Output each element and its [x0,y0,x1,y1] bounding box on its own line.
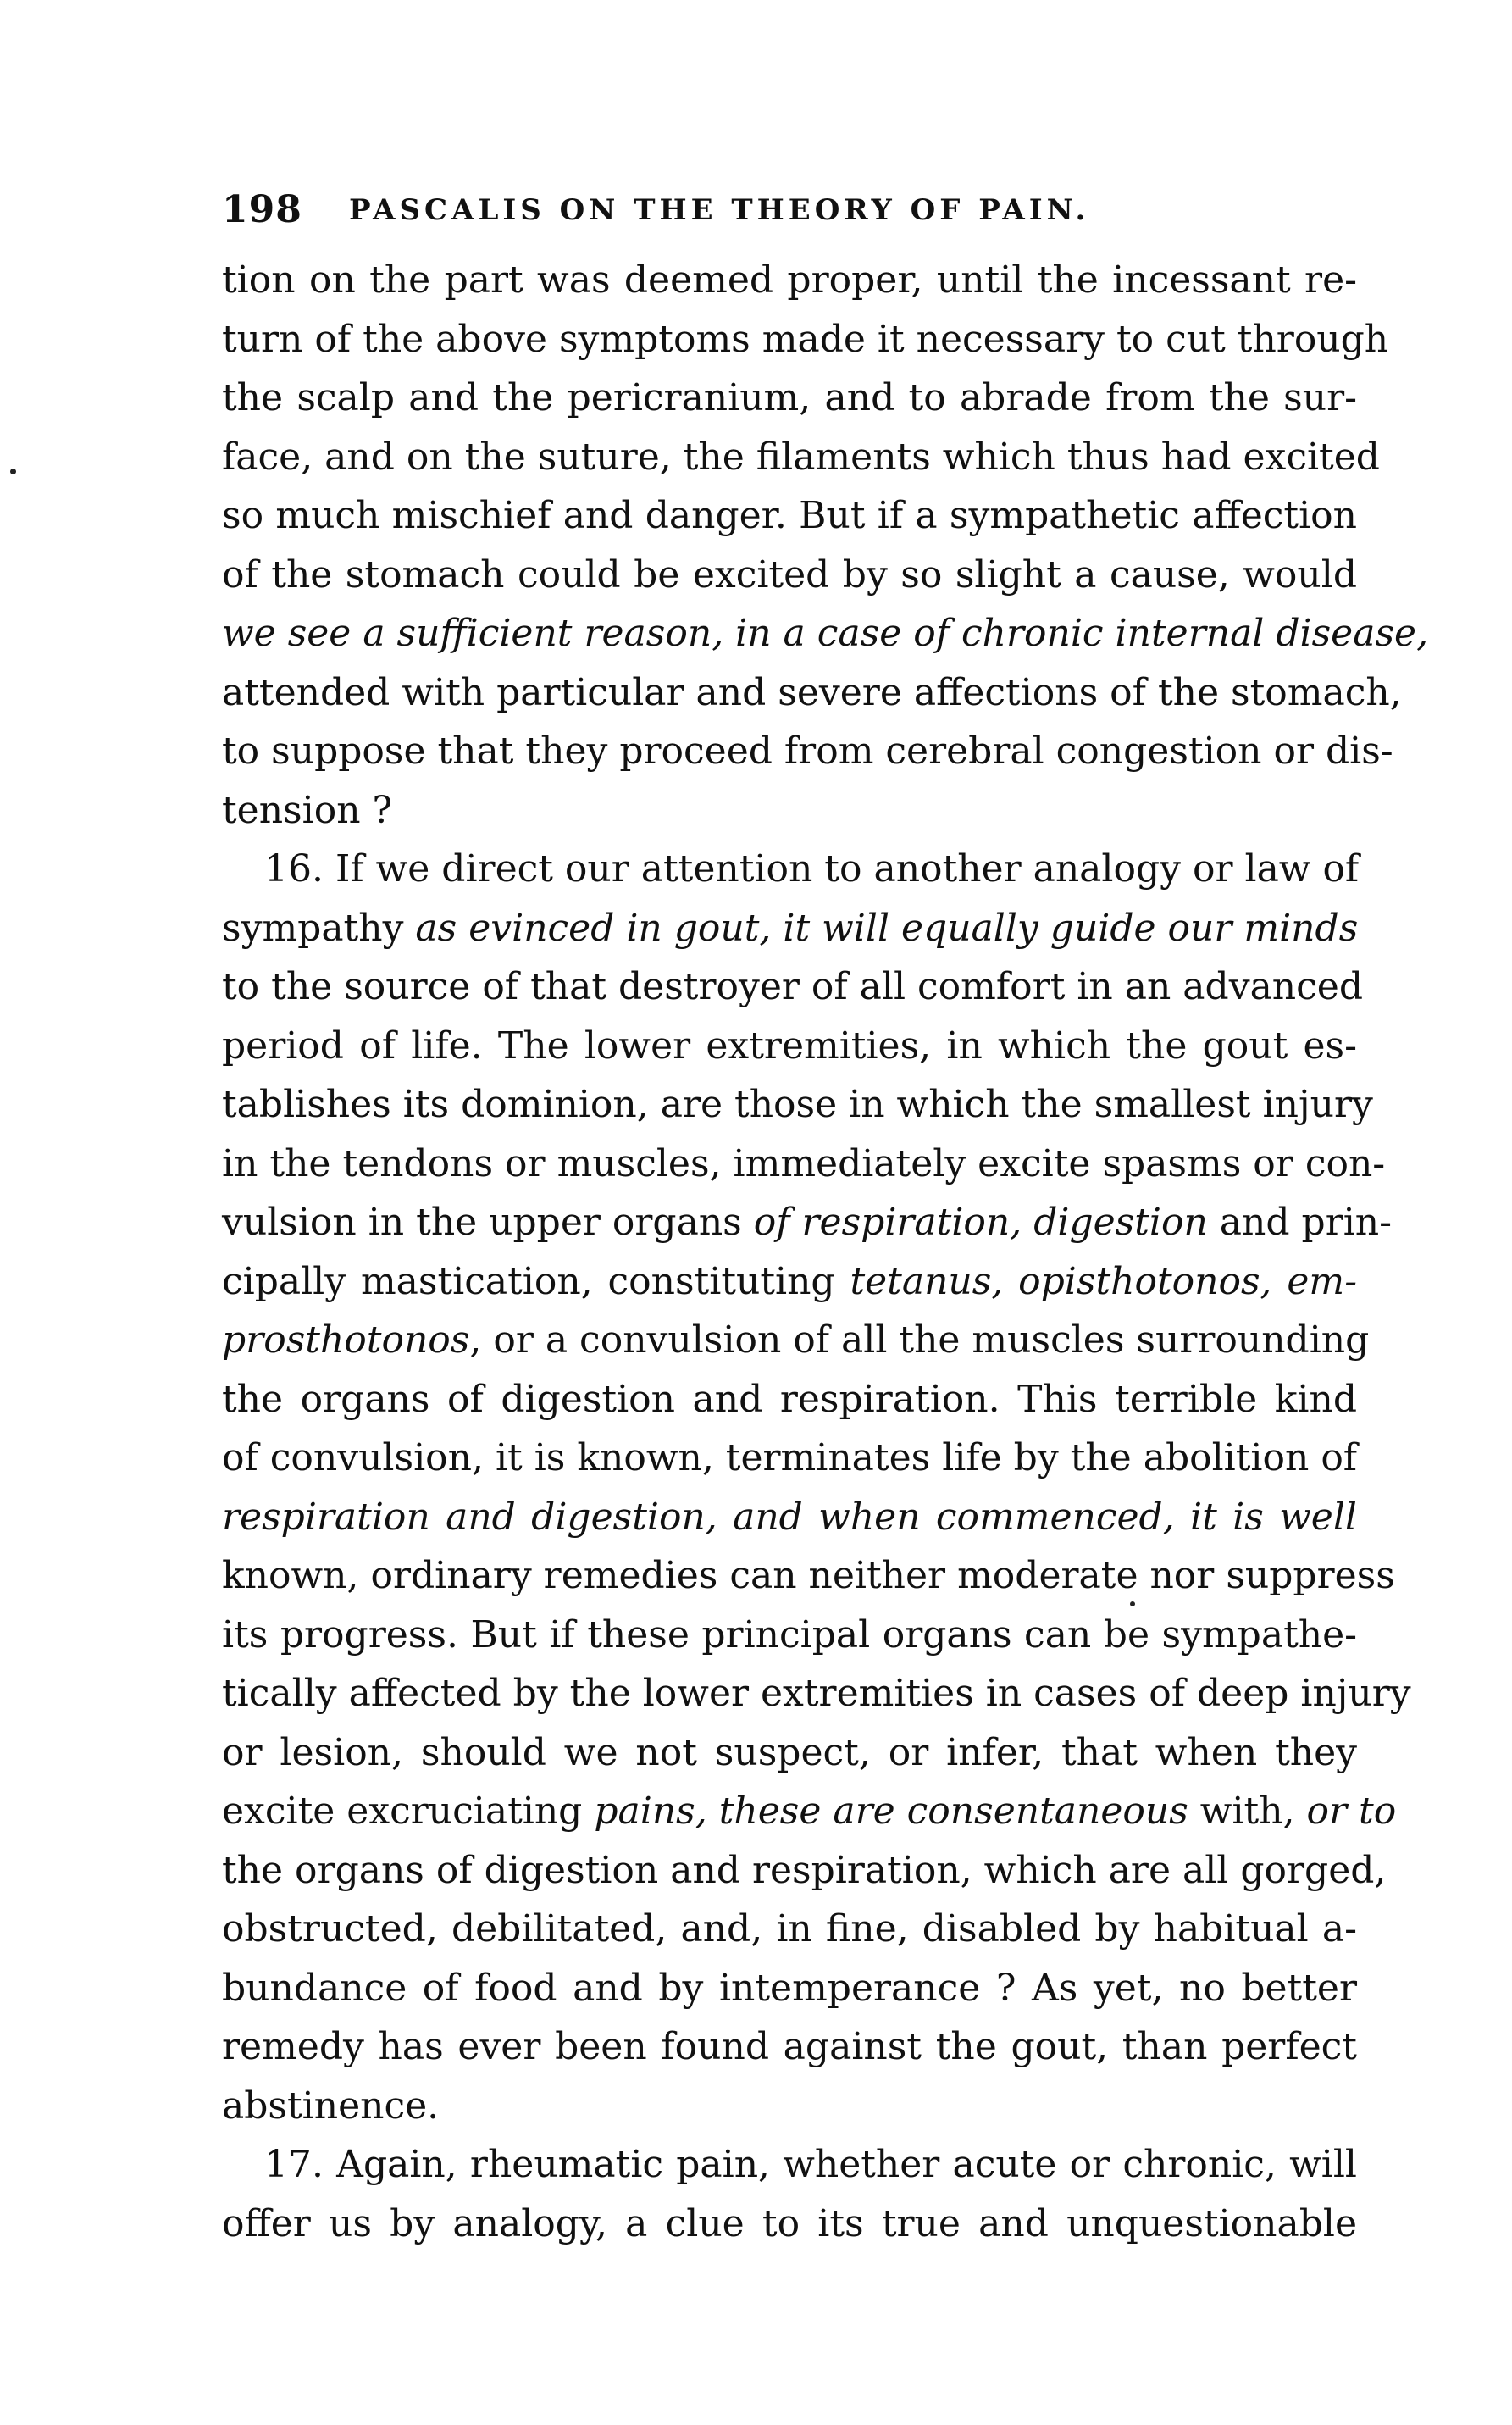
text-line: bundance of food and by intemperance ? As yet, no better [222,1966,1357,2010]
text-line [222,1252,1357,1312]
text-line: tically affected by the lower extremities in cases of deep injury [222,1672,1411,1715]
text-line [222,1488,1357,1547]
text-line: of convulsion, it is known, terminates life by the abolition of [222,1436,1358,1479]
text-line: turn of the above symptoms made it necessary to cut through [222,317,1389,361]
text-line [222,1193,1392,1252]
text-line: in the tendons or muscles, immediately excite spasms or con- [222,1141,1386,1185]
text-line: so much mischief and danger. But if a sympathetic affection [222,494,1357,537]
page-number: 198 [222,188,302,231]
text-line: 17. Again, rheumatic pain, whether acute or chronic, will [264,2143,1357,2186]
text-line: to suppose that they proceed from cerebral congestion or dis- [222,730,1393,773]
text-line: face, and on the suture, the filaments which thus had excited [222,435,1380,479]
text-line: offer us by analogy, a clue to its true and unquestionable [222,2201,1357,2245]
text-line: the organs of digestion and respiration. This terrible kind [222,1377,1357,1421]
italic-segment: pains, these are consentaneous [594,1790,1188,1833]
text-line: attended with particular and severe affections of the stomach, [222,670,1402,714]
text-line [222,1311,1370,1370]
running-head: PASCALIS ON THE THEORY OF PAIN. [349,193,1090,227]
text-segment: sympathy [222,906,416,950]
italic-segment: or to [1306,1790,1397,1833]
body-text [222,251,1429,2253]
italic-segment: as evinced in gout, it will equally guide our minds [415,906,1359,950]
text-line: to the source of that destroyer of all comfort in an advanced [222,965,1363,1008]
text-line: tension ? [222,788,393,832]
text-line: 16. If we direct our attention to another analogy or law of [264,847,1360,891]
text-line: tion on the part was deemed proper, until the incessant re- [222,258,1357,302]
text-line: its progress. But if these principal organs can be sympathe- [222,1612,1357,1656]
text-line [222,899,1357,958]
page-header [222,188,1357,239]
text-line: or lesion, should we not suspect, or infer, that when they [222,1730,1357,1774]
text-line [222,604,1429,663]
text-line: abstinence. [222,2084,440,2128]
text-line [222,1782,1397,1841]
margin-speck [10,469,16,474]
text-line: obstructed, debilitated, and, in fine, disabled by habitual a- [222,1907,1357,1951]
text-segment: and prin- [1207,1201,1392,1244]
text-segment: cipally mastication, constituting [222,1259,850,1303]
text-segment: excite excruciating [222,1790,595,1833]
italic-segment: prosthotonos [222,1318,470,1362]
text-line: remedy has ever been found against the gout, than perfect [222,2025,1357,2068]
text-line: of the stomach could be excited by so slight a cause, would [222,552,1357,597]
text-line: known, ordinary remedies can neither moderate nor suppress [222,1554,1395,1597]
italic-segment: respiration and digestion, and when commenced, it is well [222,1495,1357,1539]
text-segment: , or a convulsion of all the muscles surrounding [469,1318,1370,1362]
text-segment: vulsion in the upper organs [222,1201,754,1244]
italic-segment: we see a sufficient reason, in a case of chronic internal disease, [222,612,1429,655]
text-segment: with, [1188,1790,1307,1833]
italic-segment: of respiration, digestion [753,1201,1208,1244]
text-line: tablishes its dominion, are those in which the smallest injury [222,1083,1373,1126]
text-line: period of life. The lower extremities, in which the gout es- [222,1024,1357,1068]
text-line: the organs of digestion and respiration, which are all gorged, [222,1848,1387,1892]
italic-segment: tetanus, opisthotonos, em- [850,1259,1357,1303]
text-line: the scalp and the pericranium, and to abrade from the sur- [222,376,1357,419]
